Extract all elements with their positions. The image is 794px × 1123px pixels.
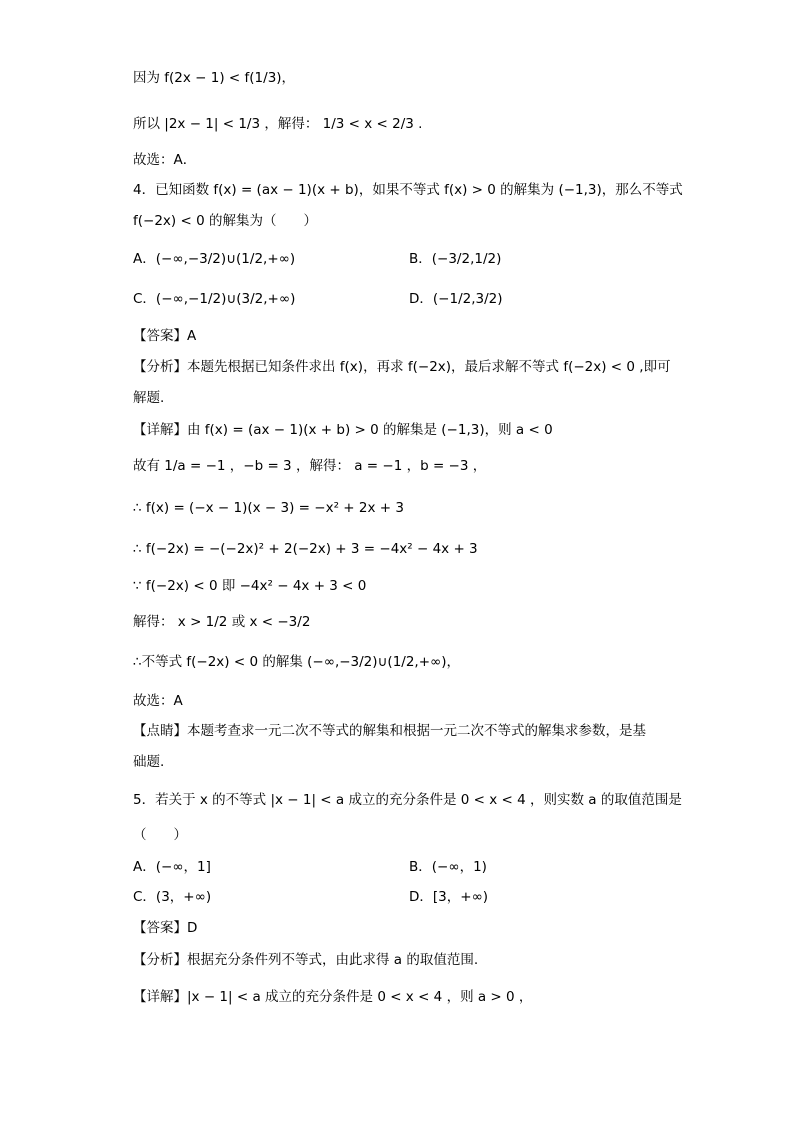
solution: 【详解】|x − 1| < a 成立的充分条件是 0 < x < 4 ，则 a > 0 ，: [133, 989, 533, 1005]
option-a: A．(−∞，1]: [133, 859, 211, 875]
analysis: 【分析】本题先根据已知条件求出 f(x)，再求 f(−2x)，最后求解不等式 f(−2x) < 0 ,即可: [133, 359, 671, 375]
question-5-stem: 5．若关于 x 的不等式 |x − 1| < a 成立的充分条件是 0 < x < 4 ，则实数 a 的取值范围是: [133, 792, 682, 808]
option-b: B．(−∞，1): [409, 859, 487, 875]
solution: 解得： x > 1/2 或 x < −3/2: [133, 614, 311, 630]
question-5-stem: （ ）: [133, 827, 187, 843]
option-d: D．[3，+∞): [409, 889, 489, 905]
solution: 故有 1/a = −1 ，−b = 3 ，解得： a = −1 ，b = −3 ，: [133, 458, 487, 474]
text-line: 所以 |2x − 1| < 1/3 ，解得： 1/3 < x < 2/3 .: [133, 116, 423, 132]
comment: 础题.: [133, 754, 165, 770]
answer-label: 【答案】D: [133, 920, 198, 936]
solution: ∴ f(−2x) = −(−2x)² + 2(−2x) + 3 = −4x² − 4x + 3: [133, 541, 478, 557]
analysis: 解题.: [133, 390, 165, 406]
option-b: B．(−3/2,1/2): [409, 251, 502, 267]
answer-label: 【答案】A: [133, 328, 197, 344]
analysis: 【分析】根据充分条件列不等式，由此求得 a 的取值范围.: [133, 952, 479, 968]
solution: ∵ f(−2x) < 0 即 −4x² − 4x + 3 < 0: [133, 578, 367, 594]
comment: 【点睛】本题考查求一元二次不等式的解集和根据一元二次不等式的解集求参数，是基: [133, 723, 646, 739]
option-c: C．(3，+∞): [133, 889, 212, 905]
question-4-stem: f(−2x) < 0 的解集为（ ）: [133, 213, 317, 229]
option-c: C．(−∞,−1/2)∪(3/2,+∞): [133, 291, 296, 307]
text-line: 因为 f(2x − 1) < f(1/3)，: [133, 70, 296, 86]
solution: ∴不等式 f(−2x) < 0 的解集 (−∞,−3/2)∪(1/2,+∞)，: [133, 654, 461, 670]
question-4-stem: 4．已知函数 f(x) = (ax − 1)(x + b)，如果不等式 f(x) > 0 的解集为 (−1,3)，那么不等式: [133, 182, 683, 198]
option-a: A．(−∞,−3/2)∪(1/2,+∞): [133, 251, 296, 267]
text-line: 故选：A: [133, 693, 183, 709]
option-d: D．(−1/2,3/2): [409, 291, 503, 307]
text-line: 故选：A．: [133, 152, 197, 168]
solution: ∴ f(x) = (−x − 1)(x − 3) = −x² + 2x + 3: [133, 500, 404, 516]
solution: 【详解】由 f(x) = (ax − 1)(x + b) > 0 的解集是 (−1,3)，则 a < 0: [133, 422, 553, 438]
